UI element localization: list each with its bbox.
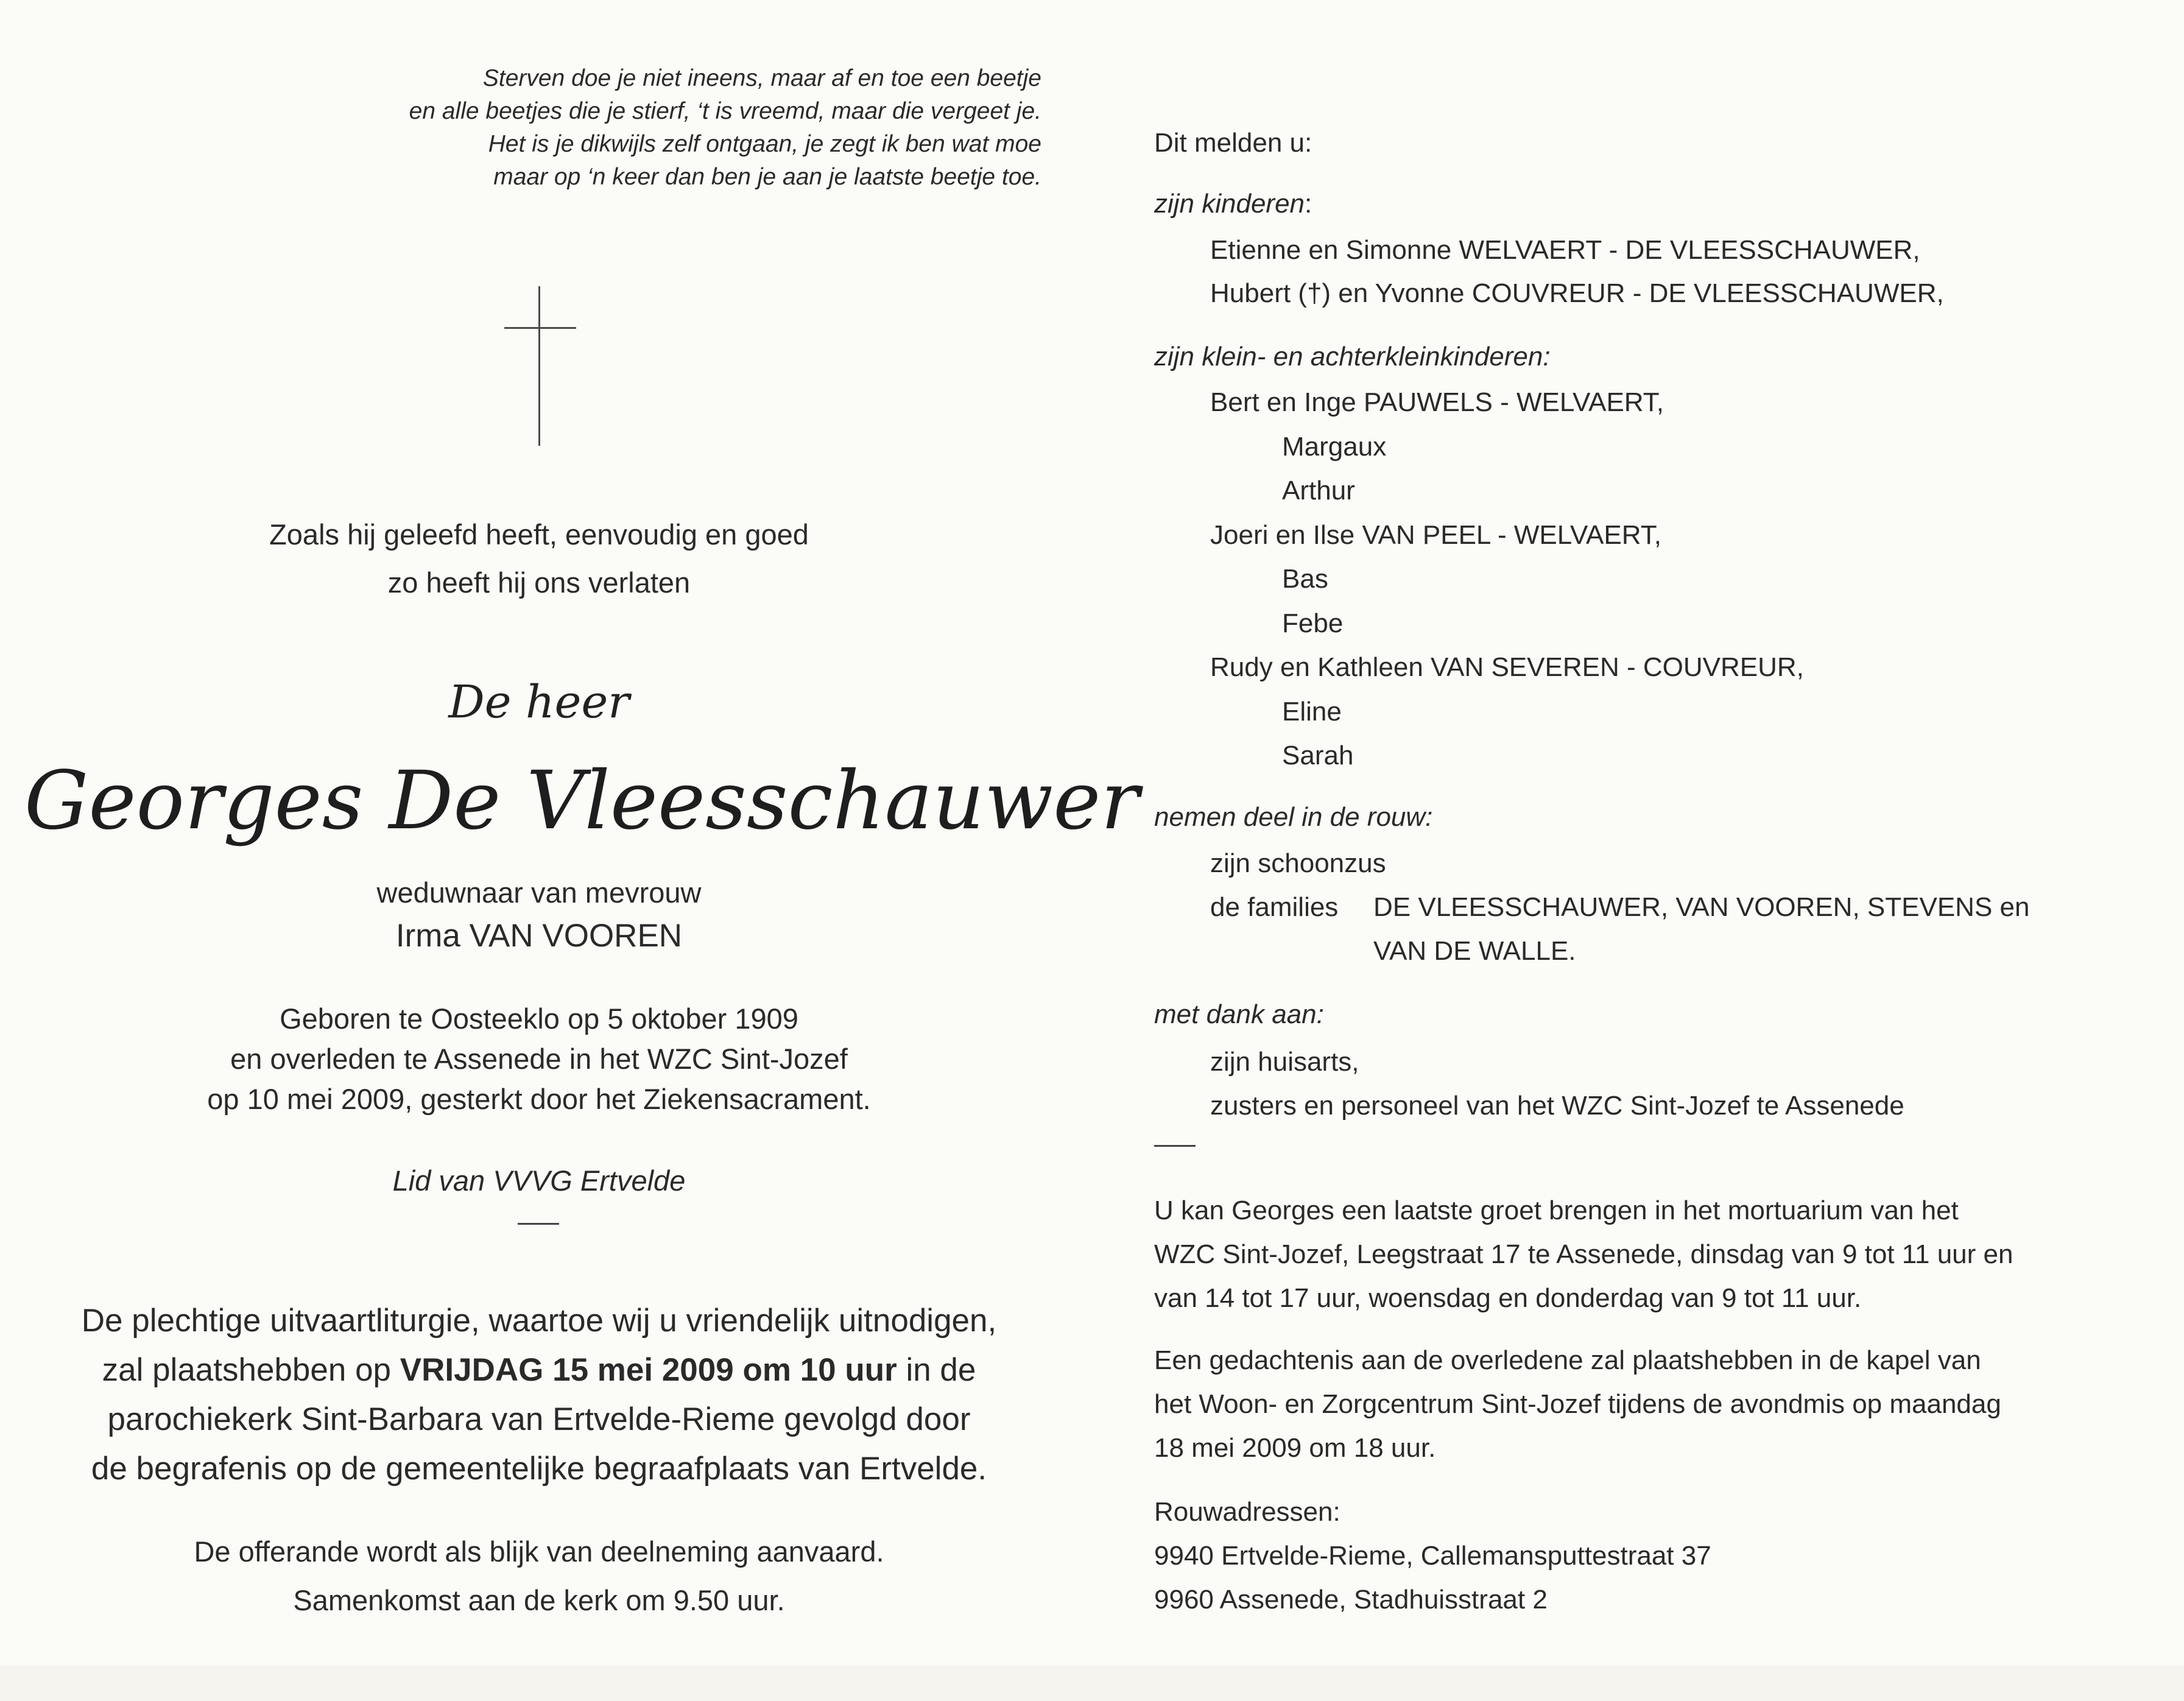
list-item: Arthur <box>1282 476 1355 505</box>
children-list <box>1210 228 1944 315</box>
list-item: Eline <box>1282 696 1342 727</box>
poem-line: Het is je dikwijls zelf ontgaan, je zegt ik ben wat moe <box>488 131 1041 157</box>
list-item: VAN DE WALLE. <box>1373 936 1576 966</box>
families-label: de families <box>1210 892 1339 922</box>
motto <box>37 510 1041 607</box>
liturgy-line: de begrafenis op de gemeentelijke begraafplaats van Ertvelde. <box>91 1451 987 1487</box>
birth-death-block <box>37 999 1041 1119</box>
poem <box>268 62 1041 194</box>
poem-line: en alle beetjes die je stierf, ‘t is vreemd, maar die vergeet je. <box>409 98 1041 124</box>
text-line: van 14 tot 17 uur, woensdag en donderdag van 9 tot 11 uur. <box>1154 1283 1862 1313</box>
liturgy-line: parochiekerk Sint-Barbara van Ertvelde-Rieme gevolgd door <box>107 1401 971 1437</box>
poem-line: Sterven doe je niet ineens, maar af en toe een beetje <box>482 65 1041 91</box>
list-item: Bas <box>1282 564 1328 594</box>
thanks-list <box>1210 1040 1904 1128</box>
text-line: 18 mei 2009 om 18 uur. <box>1154 1433 1436 1463</box>
deceased-name: Georges De Vleesschauwer <box>24 754 1140 848</box>
liturgy-line: De plechtige uitvaartliturgie, waartoe wij u vriendelijk uitnodigen, <box>81 1303 997 1339</box>
addresses-block <box>1154 1490 1711 1622</box>
intro: Dit melden u: <box>1154 128 1312 158</box>
widower-label: weduwnaar van mevrouw <box>376 876 702 909</box>
children-label: zijn kinderen <box>1154 189 1305 219</box>
liturgy-line <box>12 1345 1066 1395</box>
grandchildren-couples <box>1210 381 1804 778</box>
list-item: zusters en personeel van het WZC Sint-Jozef te Assenede <box>1210 1091 1904 1121</box>
text-line: het Woon- en Zorgcentrum Sint-Jozef tijdens de avondmis op maandag <box>1154 1389 2001 1419</box>
text-line: U kan Georges een laatste groet brengen in het mortuarium van het <box>1154 1196 1959 1225</box>
death-line: en overleden te Assenede in het WZC Sint-Jozef <box>230 1043 848 1075</box>
list-item: Rudy en Kathleen VAN SEVEREN - COUVREUR, <box>1210 652 1804 682</box>
children-colon: : <box>1305 189 1312 219</box>
gathering-line: Samenkomst aan de kerk om 9.50 uur. <box>293 1584 785 1616</box>
motto-line: Zoals hij geleefd heeft, eenvoudig en goed <box>269 518 809 551</box>
list-item: Hubert (†) en Yvonne COUVREUR - DE VLEESSCHAUWER, <box>1210 278 1944 308</box>
offering-line: De offerande wordt als blijk van deelneming aanvaard. <box>194 1535 884 1568</box>
thanks-label: met dank aan: <box>1154 999 1324 1029</box>
poem-line: maar op ‘n keer dan ben je aan je laatste beetje toe. <box>493 164 1041 190</box>
list-item: Joeri en Ilse VAN PEEL - WELVAERT, <box>1210 519 1661 550</box>
liturgy-text: in de <box>896 1352 976 1388</box>
closing-notes <box>37 1527 1041 1625</box>
divider <box>1154 1145 1196 1147</box>
birth-line: Geboren te Oosteeklo op 5 oktober 1909 <box>280 1002 798 1035</box>
list-item: Margaux <box>1282 431 1387 462</box>
list-item: zijn huisarts, <box>1210 1047 1359 1077</box>
list-item: Febe <box>1282 608 1344 638</box>
grandchildren-label: zijn klein- en achterkleinkinderen: <box>1154 342 1551 372</box>
text-line: Een gedachtenis aan de overledene zal plaatshebben in de kapel van <box>1154 1345 1981 1375</box>
death-line: op 10 mei 2009, gesterkt door het Ziekensacrament. <box>207 1083 871 1115</box>
memorial-block <box>1154 1339 2001 1470</box>
list-item: DE VLEESSCHAUWER, VAN VOOREN, STEVENS en <box>1373 892 2030 922</box>
address-line: 9940 Ertvelde-Rieme, Callemansputtestraat 37 <box>1154 1541 1711 1571</box>
children-heading <box>1154 186 1312 222</box>
honorific: De heer <box>448 676 630 728</box>
liturgy-text: zal plaatshebben op <box>102 1352 400 1388</box>
list-item: Etienne en Simonne WELVAERT - DE VLEESSCHAUWER, <box>1210 235 1920 265</box>
motto-line: zo heeft hij ons verlaten <box>387 566 691 599</box>
text-line: WZC Sint-Jozef, Leegstraat 17 te Assenede, dinsdag van 9 tot 11 uur en <box>1154 1239 2013 1269</box>
families-list <box>1373 886 2029 973</box>
address-line: 9960 Assenede, Stadhuisstraat 2 <box>1154 1585 1548 1615</box>
addresses-label: Rouwadressen: <box>1154 1497 1340 1527</box>
list-item: Sarah <box>1282 741 1354 770</box>
spouse-name: Irma VAN VOOREN <box>395 918 683 954</box>
membership: Lid van VVVG Ertvelde <box>392 1164 686 1197</box>
funeral-datetime: VRIJDAG 15 mei 2009 om 10 uur <box>400 1352 897 1388</box>
paper-edge <box>0 1666 2184 1701</box>
liturgy-block <box>12 1296 1066 1493</box>
list-item: Bert en Inge PAUWELS - WELVAERT, <box>1210 387 1664 417</box>
visit-block <box>1154 1189 2013 1320</box>
mourning-label: nemen deel in de rouw: <box>1154 802 1433 832</box>
divider <box>518 1223 559 1225</box>
sister-in-law: zijn schoonzus <box>1210 848 1386 878</box>
